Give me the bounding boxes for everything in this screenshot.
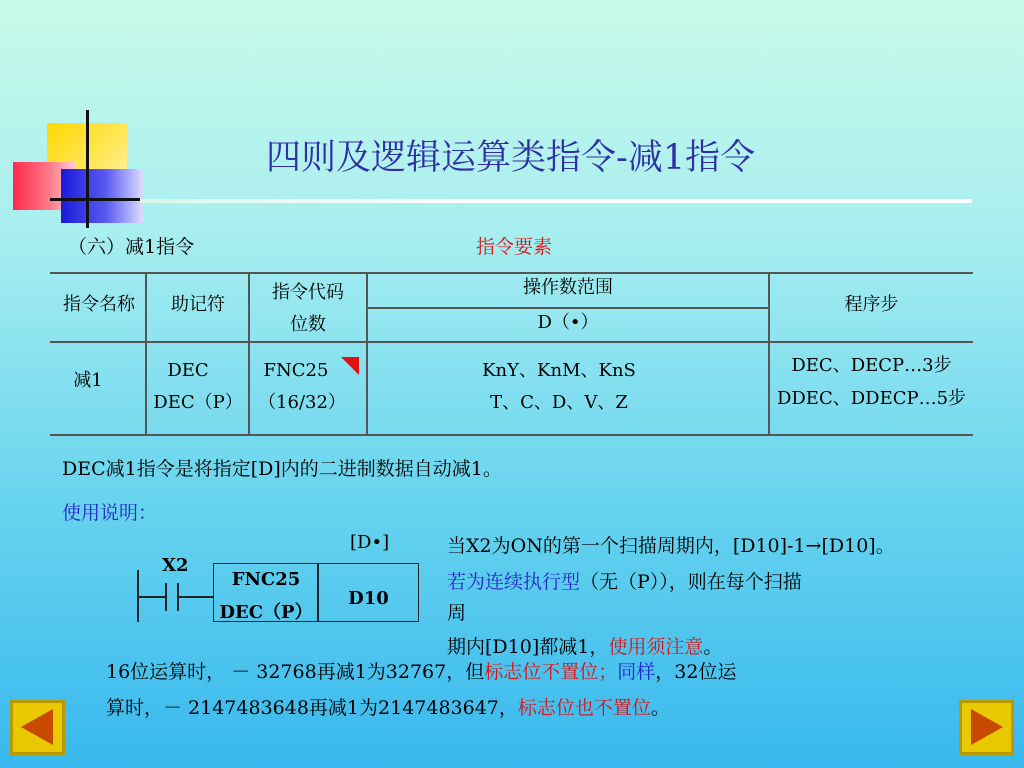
explain-line2 bbox=[447, 567, 802, 594]
section-heading: （六）减1指令 bbox=[68, 236, 195, 258]
header-bits: 位数 bbox=[290, 314, 326, 335]
note-line1 bbox=[106, 657, 736, 684]
corner-marker-icon bbox=[341, 357, 359, 375]
row-mnemonic: DEC bbox=[167, 360, 209, 381]
explain-line4-b: 。 bbox=[703, 636, 723, 658]
contact-label: X2 bbox=[162, 555, 189, 576]
note-line2 bbox=[106, 693, 670, 720]
explain-line4-a: 期内[D10]都减1， bbox=[447, 636, 609, 658]
destination-operand: D10 bbox=[348, 588, 389, 609]
likewise-text: 同样 bbox=[617, 661, 656, 683]
function-code: FNC25 bbox=[231, 569, 301, 590]
flag-also-not-set-text: 标志位也不置位 bbox=[517, 697, 651, 719]
explain-line1: 当X2为ON的第一个扫描周期内，[D10]-1→[D10]。 bbox=[447, 535, 895, 557]
wire bbox=[139, 596, 165, 598]
explain-line4 bbox=[447, 632, 722, 659]
logo-horizontal-line bbox=[50, 198, 140, 201]
continuous-type-text: 若为连续执行型 bbox=[447, 571, 581, 593]
right-triangle-icon bbox=[962, 703, 1011, 752]
row-name: 减1 bbox=[73, 370, 103, 391]
row-operand-line1: KnY、KnM、KnS bbox=[482, 360, 636, 381]
row-steps-line2: DDEC、DDECP…5步 bbox=[776, 388, 967, 409]
row-operand-line2: T、C、D、V、Z bbox=[490, 392, 628, 413]
operand-label: [D•] bbox=[350, 532, 390, 553]
left-triangle-icon bbox=[13, 703, 62, 752]
row-code: FNC25 bbox=[263, 360, 329, 381]
row-mnemonic-p: DEC（P） bbox=[153, 392, 243, 413]
wire bbox=[179, 596, 213, 598]
logo-vertical-line bbox=[86, 110, 89, 228]
table-rule-bottom bbox=[50, 434, 973, 436]
caution-text: 使用须注意 bbox=[608, 636, 704, 658]
note-line1-b: ，32位运 bbox=[655, 661, 737, 683]
note-line2-a: 算时，－ 2147483648再减1为2147483647， bbox=[106, 697, 518, 719]
title-underline bbox=[140, 199, 972, 203]
elements-heading: 指令要素 bbox=[476, 236, 553, 258]
description-text: DEC减1指令是将指定[D]内的二进制数据自动减1。 bbox=[62, 458, 502, 480]
note-line1-sep: ； bbox=[598, 661, 618, 683]
row-bits: （16/32） bbox=[258, 392, 346, 413]
function-mnemonic: DEC（P） bbox=[219, 602, 313, 623]
header-steps: 程序步 bbox=[844, 294, 899, 315]
explain-line3: 周 bbox=[447, 602, 467, 624]
contact-left-bar bbox=[165, 583, 167, 611]
slide-title: 四则及逻辑运算类指令-减1指令 bbox=[266, 138, 756, 178]
header-code: 指令代码 bbox=[272, 282, 344, 303]
row-steps-line1: DEC、DECP…3步 bbox=[791, 355, 952, 376]
header-operand-range: 操作数范围 bbox=[523, 277, 613, 298]
next-slide-button[interactable] bbox=[959, 700, 1014, 755]
logo-blue-square bbox=[61, 169, 143, 223]
prev-slide-button[interactable] bbox=[10, 700, 65, 755]
explain-line2-rest: （无（P）），则在每个扫描 bbox=[580, 571, 802, 593]
usage-heading: 使用说明： bbox=[62, 502, 158, 524]
header-name: 指令名称 bbox=[63, 294, 135, 315]
header-operand-sub: D（•） bbox=[537, 312, 599, 333]
table-rule-header bbox=[50, 341, 973, 343]
note-line2-b: 。 bbox=[650, 697, 670, 719]
header-mnemonic: 助记符 bbox=[171, 294, 225, 315]
note-line1-a: 16位运算时， － 32768再减1为32767，但 bbox=[106, 661, 485, 683]
flag-not-set-text: 标志位不置位 bbox=[484, 661, 599, 683]
